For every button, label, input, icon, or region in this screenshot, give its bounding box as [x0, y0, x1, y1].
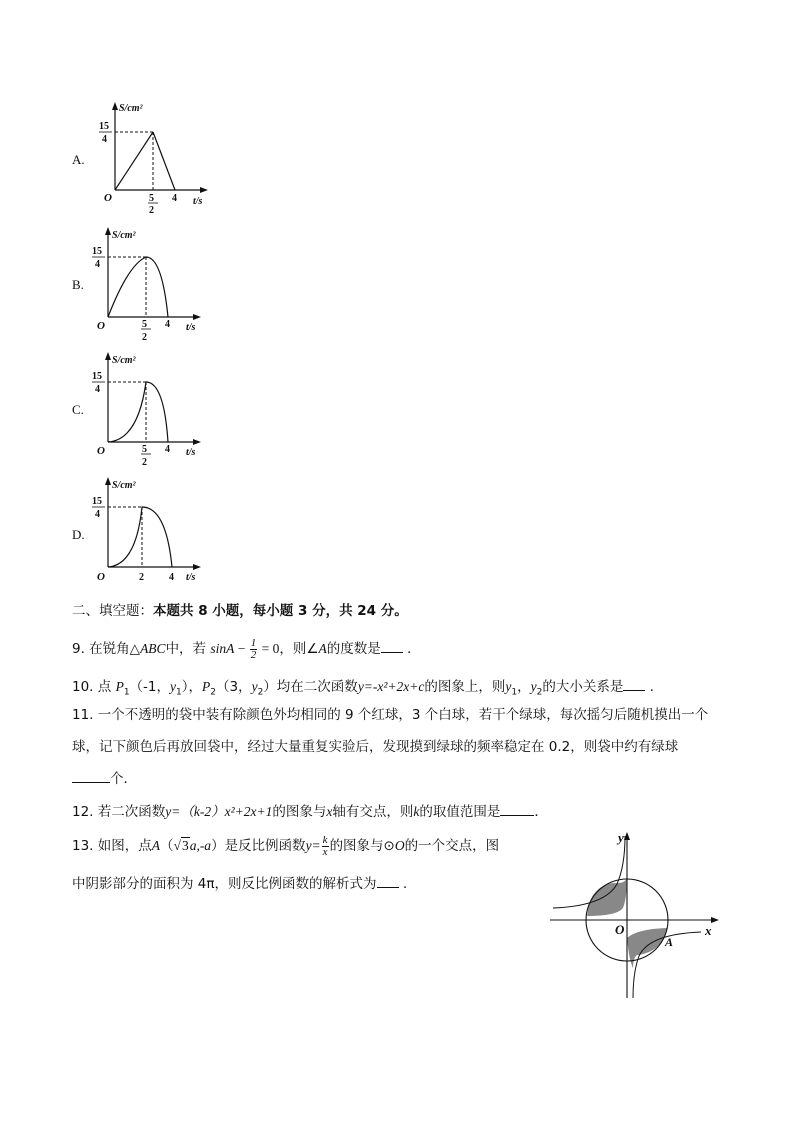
- q9-fraction: [250, 638, 258, 661]
- graph-d-y-num: 15: [92, 496, 102, 507]
- q10-p2-end: ）均在二次函数: [263, 679, 358, 695]
- q9-sin: sin: [210, 641, 227, 656]
- q13-fig-o: O: [615, 922, 625, 937]
- q10-p2-sub: 2: [210, 687, 216, 698]
- question-10: [72, 676, 654, 703]
- graph-c-x-den: 2: [142, 457, 147, 468]
- q13-paren-close: ）: [211, 838, 225, 854]
- q12-answer-blank[interactable]: [500, 801, 534, 816]
- graph-b-x-den: 2: [142, 332, 147, 343]
- section-title-a: 二、填空题：: [72, 603, 153, 619]
- graph-b-y-den: 4: [95, 259, 100, 270]
- q13-text-a: 13. 如图，点: [72, 838, 152, 854]
- graph-a-y-num: 15: [99, 121, 109, 132]
- option-b-graph: [88, 225, 218, 345]
- graph-a-y-den: 4: [102, 134, 107, 145]
- q10-y1-b-sub: 1: [511, 687, 518, 698]
- q10-p1: P: [115, 679, 124, 694]
- q12-text-a: 12. 若二次函数: [72, 804, 166, 820]
- graph-b-x-num: 5: [142, 319, 147, 330]
- q13-fraction: [322, 835, 329, 858]
- question-11-line-2: 球，记下颜色后再放回袋中，经过大量重复实验后，发现摸到绿球的频率稳定在 0.2，则袋中约有绿球: [72, 739, 679, 755]
- graph-c-x-num: 5: [142, 444, 147, 455]
- graph-b-ylabel: S/cm²: [112, 230, 136, 241]
- q13-answer-blank[interactable]: [377, 873, 399, 888]
- q10-y1-b: y: [505, 679, 512, 694]
- graph-d-y-den: 4: [95, 509, 100, 520]
- q9-answer-blank[interactable]: [381, 638, 403, 653]
- graph-a-ylabel: S/cm²: [119, 103, 143, 114]
- q9-frac-num: 1: [250, 636, 257, 649]
- q13-figure: [545, 828, 725, 1000]
- q9-text-d: ，则∠: [279, 641, 319, 657]
- q9-text-f: 的度数是: [326, 641, 381, 657]
- q13-sqrt-radicand: 3: [181, 838, 189, 853]
- question-12: [72, 801, 548, 822]
- q10-function: y=-x²+2x+c: [357, 679, 425, 694]
- section-title-b: 本题共 8 小题，每小题 3 分，共 24 分。: [153, 603, 408, 619]
- option-a-graph: [95, 100, 215, 215]
- q10-p2-coord: （3，: [215, 679, 252, 695]
- graph-a-xlabel: t/s: [193, 196, 203, 207]
- graph-b-origin: O: [97, 320, 105, 332]
- option-d-graph: [88, 475, 218, 590]
- q12-k: k: [413, 804, 420, 819]
- graph-b-xlabel: t/s: [186, 322, 196, 333]
- graph-a-origin: O: [104, 192, 112, 204]
- q9-angle-a: A: [318, 641, 327, 656]
- q13-paren-open: （: [160, 838, 174, 854]
- q13-fig-y: y: [618, 830, 624, 845]
- q13-frac-den: x: [322, 845, 328, 858]
- q10-p1-coord: （-1，: [129, 679, 171, 695]
- q13-coords: a,-a: [189, 838, 212, 853]
- option-c-label: C.: [72, 402, 84, 417]
- q13-line2-text: 中阴影部分的面积为 4π，则反比例函数的解析式为: [72, 876, 377, 892]
- q12-end: ．: [534, 804, 548, 820]
- q10-y1-sub: 1: [176, 687, 182, 698]
- q10-text-a: 10. 点: [72, 679, 116, 695]
- q13-frac-num: k: [322, 833, 328, 846]
- q13-a: A: [151, 838, 161, 853]
- q9-a-var: A: [226, 641, 235, 656]
- q12-function: y=（k-2）x²+2x+1: [165, 804, 273, 819]
- graph-d-x-num: 2: [139, 572, 144, 583]
- q13-o: O: [394, 838, 405, 853]
- graph-a-rise: [115, 132, 153, 190]
- graph-c-xlabel: t/s: [186, 447, 196, 458]
- graph-d-curve: [108, 507, 172, 567]
- q13-end: .: [402, 876, 408, 892]
- graph-a-fall: [153, 132, 175, 190]
- q10-y2-b-sub: 2: [536, 687, 543, 698]
- graph-c-y-den: 4: [95, 384, 100, 395]
- graph-b-x-end: 4: [165, 319, 170, 330]
- option-a-label: A.: [72, 152, 85, 167]
- graph-d-xlabel: t/s: [186, 572, 196, 583]
- graph-a-x-den: 2: [149, 205, 154, 215]
- q9-text-a: 9. 在锐角△: [72, 641, 141, 657]
- graph-c-ylabel: S/cm²: [112, 355, 136, 366]
- q9-end: .: [407, 641, 412, 657]
- q9-eq: = 0: [258, 641, 280, 656]
- q10-y2-sub: 2: [257, 687, 264, 698]
- option-c-graph: [88, 350, 218, 470]
- graph-a-x-num: 5: [149, 193, 154, 204]
- q13-shaded-lower: [627, 928, 667, 968]
- q10-p2: P: [202, 679, 211, 694]
- question-13-line-2: [72, 873, 407, 894]
- q10-p1-end: ），: [181, 679, 202, 695]
- graph-c-x-end: 4: [165, 444, 170, 455]
- graph-c-y-num: 15: [92, 371, 102, 382]
- graph-c-curve: [108, 382, 168, 442]
- question-11-line-3: [72, 768, 137, 789]
- question-13-line-1: [72, 833, 499, 859]
- q9-minus: −: [234, 641, 249, 656]
- q10-text-b: 的图象上，则: [424, 679, 506, 695]
- q13-text-b: 是反比例函数: [224, 838, 306, 854]
- q13-y: y=: [305, 838, 321, 853]
- q9-frac-den: 2: [250, 648, 257, 661]
- q10-y2-b: y: [530, 679, 537, 694]
- question-11-line-1: 11. 一个不透明的袋中装有除颜色外均相同的 9 个红球，3 个白球，若干个绿球，每次摇匀后随机摸出一个: [72, 707, 709, 723]
- q13-fig-a: A: [665, 935, 674, 949]
- option-d-label: D.: [72, 527, 85, 542]
- q10-p1-sub: 1: [123, 687, 130, 698]
- q12-x: x: [326, 804, 333, 819]
- question-9: [72, 636, 411, 662]
- graph-c-origin: O: [97, 445, 105, 457]
- q12-text-c: 轴有交点，则: [332, 804, 414, 820]
- q10-text-f: 的大小关系是: [542, 679, 624, 695]
- q10-end: .: [649, 679, 654, 695]
- q10-y2: y: [251, 679, 258, 694]
- graph-d-origin: O: [97, 571, 105, 583]
- graph-b-y-num: 15: [92, 246, 102, 257]
- section-heading: [72, 601, 408, 621]
- q12-text-b: 的图象与: [272, 804, 327, 820]
- graph-d-x-end: 4: [169, 572, 174, 583]
- q13-text-c: 的图象与⊙: [329, 838, 395, 854]
- graph-a-x-end: 4: [172, 193, 177, 204]
- graph-d-ylabel: S/cm²: [112, 480, 136, 491]
- q10-comma: ，: [517, 679, 531, 695]
- q10-y1: y: [170, 679, 177, 694]
- q11-line3-text: 个．: [110, 771, 137, 787]
- q10-answer-blank[interactable]: [623, 676, 645, 691]
- graph-b-curve: [108, 257, 168, 317]
- q13-fig-x: x: [705, 923, 712, 938]
- option-b-label: B.: [72, 277, 84, 292]
- q11-answer-blank[interactable]: [72, 768, 110, 783]
- q12-text-d: 的取值范围是: [419, 804, 501, 820]
- q13-sqrt: √3: [173, 838, 189, 853]
- q9-text-c: 中，若: [165, 641, 207, 657]
- q9-abc: ABC: [140, 641, 166, 656]
- q13-text-d: 的一个交点，图: [404, 838, 500, 854]
